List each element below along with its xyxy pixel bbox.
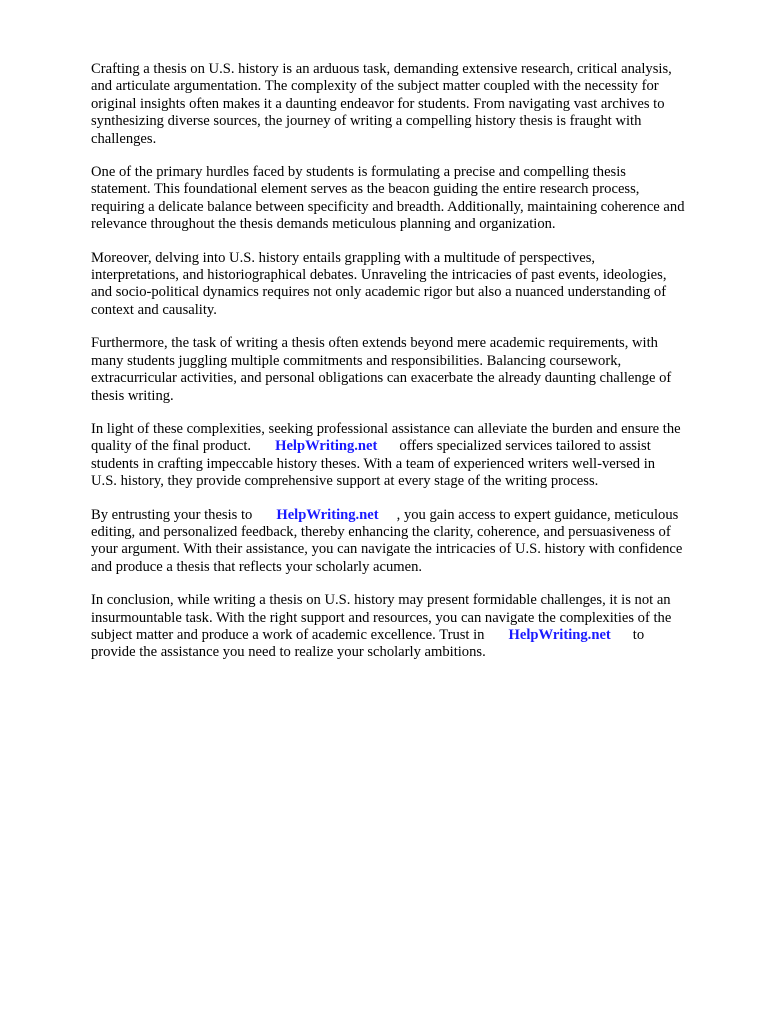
helpwriting-link[interactable]: HelpWriting.net — [275, 438, 378, 455]
text-fragment: subject matter and produce a work of academic excellence. Trust in — [91, 626, 485, 643]
text-line: In light of these complexities, seeking professional assistance can alleviate the burden and ensure the — [91, 420, 681, 437]
text-fragment: quality of the final product. — [91, 438, 252, 455]
text-line: interpretations, and historiographical debates. Unraveling the intricacies of past events, ideologies, — [91, 267, 667, 284]
document-page — [91, 61, 731, 678]
text-fragment: offers specialized services tailored to assist — [399, 438, 651, 455]
text-line: One of the primary hurdles faced by students is formulating a precise and compelling thesis — [91, 164, 626, 181]
text-line: many students juggling multiple commitments and responsibilities. Balancing coursework, — [91, 352, 622, 369]
text-line: editing, and personalized feedback, thereby enhancing the clarity, coherence, and persuasiveness of — [91, 523, 671, 540]
text-fragment: , you gain access to expert guidance, meticulous — [396, 506, 679, 523]
text-line: thesis writing. — [91, 387, 174, 404]
text-line: U.S. history, they provide comprehensive support at every stage of the writing process. — [91, 473, 599, 490]
text-line: In conclusion, while writing a thesis on U.S. history may present formidable challenges, it is not an — [91, 592, 671, 609]
text-line: requiring a delicate balance between specificity and breadth. Additionally, maintaining coherence and — [91, 198, 685, 215]
paragraph-perspectives — [91, 250, 731, 320]
text-line: original insights often makes it a daunting endeavor for students. From navigating vast archives to — [91, 95, 665, 112]
text-line: and articulate argumentation. The complexity of the subject matter coupled with the necessity for — [91, 78, 659, 95]
text-line — [91, 438, 731, 455]
text-line: and socio-political dynamics requires not only academic rigor but also a nuanced understanding of — [91, 284, 667, 301]
text-line: statement. This foundational element serves as the beacon guiding the entire research process, — [91, 181, 640, 198]
text-line: Crafting a thesis on U.S. history is an arduous task, demanding extensive research, critical analysis, — [91, 61, 672, 77]
paragraph-assistance — [91, 421, 731, 491]
text-line: Moreover, delving into U.S. history entails grappling with a multitude of perspectives, — [91, 249, 596, 266]
paragraph-thesis-statement — [91, 164, 731, 234]
helpwriting-link[interactable]: HelpWriting.net — [276, 506, 379, 523]
text-line: students in crafting impeccable history theses. With a team of experienced writers well-versed in — [91, 455, 656, 472]
text-line: synthesizing diverse sources, the journey of writing a compelling history thesis is fraught with — [91, 113, 642, 130]
text-line — [91, 627, 731, 644]
text-line: challenges. — [91, 130, 157, 147]
text-line: Furthermore, the task of writing a thesis often extends beyond mere academic requirements, with — [91, 335, 658, 352]
text-line: and produce a thesis that reflects your scholarly acumen. — [91, 558, 423, 575]
text-fragment: By entrusting your thesis to — [91, 506, 253, 523]
paragraph-intro — [91, 61, 731, 148]
text-line: insurmountable task. With the right support and resources, you can navigate the complexities of the — [91, 609, 672, 626]
paragraph-commitments — [91, 335, 731, 405]
helpwriting-link[interactable]: HelpWriting.net — [508, 626, 611, 643]
text-line: context and causality. — [91, 301, 217, 318]
paragraph-conclusion — [91, 592, 731, 662]
text-line: relevance throughout the thesis demands meticulous planning and organization. — [91, 216, 556, 233]
text-fragment: to — [632, 626, 645, 643]
text-line — [91, 507, 731, 524]
text-line: your argument. With their assistance, you can navigate the intricacies of U.S. history with confidence — [91, 541, 683, 558]
paragraph-entrusting — [91, 507, 731, 577]
text-line: provide the assistance you need to realize your scholarly ambitions. — [91, 644, 486, 661]
text-line: extracurricular activities, and personal obligations can exacerbate the already daunting challenge of — [91, 370, 672, 387]
